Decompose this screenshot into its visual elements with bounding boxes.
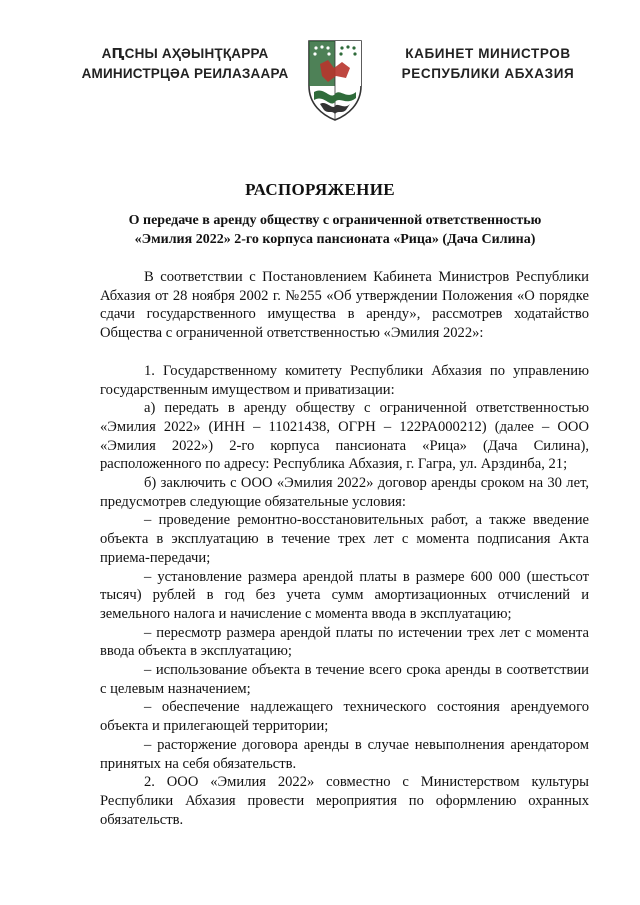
item-1b-paragraph: б) заключить с ООО «Эмилия 2022» договор аренды сроком на 30 лет, предусмотрев следующие обязательные условия: bbox=[100, 475, 589, 510]
coat-of-arms-icon bbox=[306, 38, 364, 122]
condition-2: – установление размера арендой платы в размере 600 000 (шестьсот тысяч) рублей в год без учета сумм амортизационных отчислений и земельного налога и начисление с момента ввода в эксплуатацию; bbox=[100, 568, 589, 622]
item-2-paragraph: 2. ООО «Эмилия 2022» совместно с Министерством культуры Республики Абхазия провести мероприятия по оформлению охранных обязательств. bbox=[100, 774, 589, 828]
header-left-abkhaz bbox=[78, 44, 292, 84]
item-1a-paragraph: а) передать в аренду обществу с ограниченной ответственностью «Эмилия 2022» (ИНН – 11021438, ОГРН – 122РА000212) (далее – ООО «Эмилия 2022») 2-го корпуса пансионата «Рица» (Дача Силина), расположенного по адресу: Республика Абхазия, г. Гагра, ул. Арздинба, 21; bbox=[100, 400, 589, 473]
document-type-title: РАСПОРЯЖЕНИЕ bbox=[245, 180, 395, 199]
header-left-line2: АМИНИСТРЦӘА РЕИЛАЗААРА bbox=[81, 66, 289, 81]
header-right-russian bbox=[388, 44, 588, 84]
header-left-line1: АԤСНЫ АҲӘЫНҬҚАРРА bbox=[101, 46, 269, 61]
condition-5: – обеспечение надлежащего технического состояния арендуемого объекта и прилегающей территории; bbox=[100, 699, 589, 735]
intro-paragraph: В соответствии с Постановлением Кабинета Министров Республики Абхазия от 28 ноября 2002 г. №255 «Об утверждении Положения «О порядке сдачи государственного имущества в аренду», рассмотрев ходатайство Общества с ограниченной ответственностью «Эмилия 2022»: bbox=[100, 269, 589, 342]
item-1-paragraph: 1. Государственному комитету Республики Абхазия по управлению государственным имуществом и приватизации: bbox=[100, 362, 589, 398]
header-right-line1: КАБИНЕТ МИНИСТРОВ bbox=[405, 46, 571, 61]
condition-1: – проведение ремонтно-восстановительных работ, а также введение объекта в эксплуатацию в течение трех лет с момента подписания Акта приема-передачи; bbox=[100, 512, 589, 566]
header-right-line2: РЕСПУБЛИКИ АБХАЗИЯ bbox=[401, 66, 575, 81]
document-subject bbox=[100, 211, 570, 249]
subject-line2: «Эмилия 2022» 2-го корпуса пансионата «Рица» (Дача Силина) bbox=[134, 232, 536, 247]
condition-6: – расторжение договора аренды в случае невыполнения арендатором принятых на себя обязательств. bbox=[100, 736, 589, 772]
document-body bbox=[100, 268, 589, 829]
subject-line1: О передаче в аренду обществу с ограниченной ответственностью bbox=[128, 213, 542, 228]
condition-3: – пересмотр размера арендой платы по истечении трех лет с момента ввода объекта в эксплуатацию; bbox=[100, 624, 589, 660]
condition-4: – использование объекта в течение всего срока аренды в соответствии с целевым назначением; bbox=[100, 662, 589, 697]
